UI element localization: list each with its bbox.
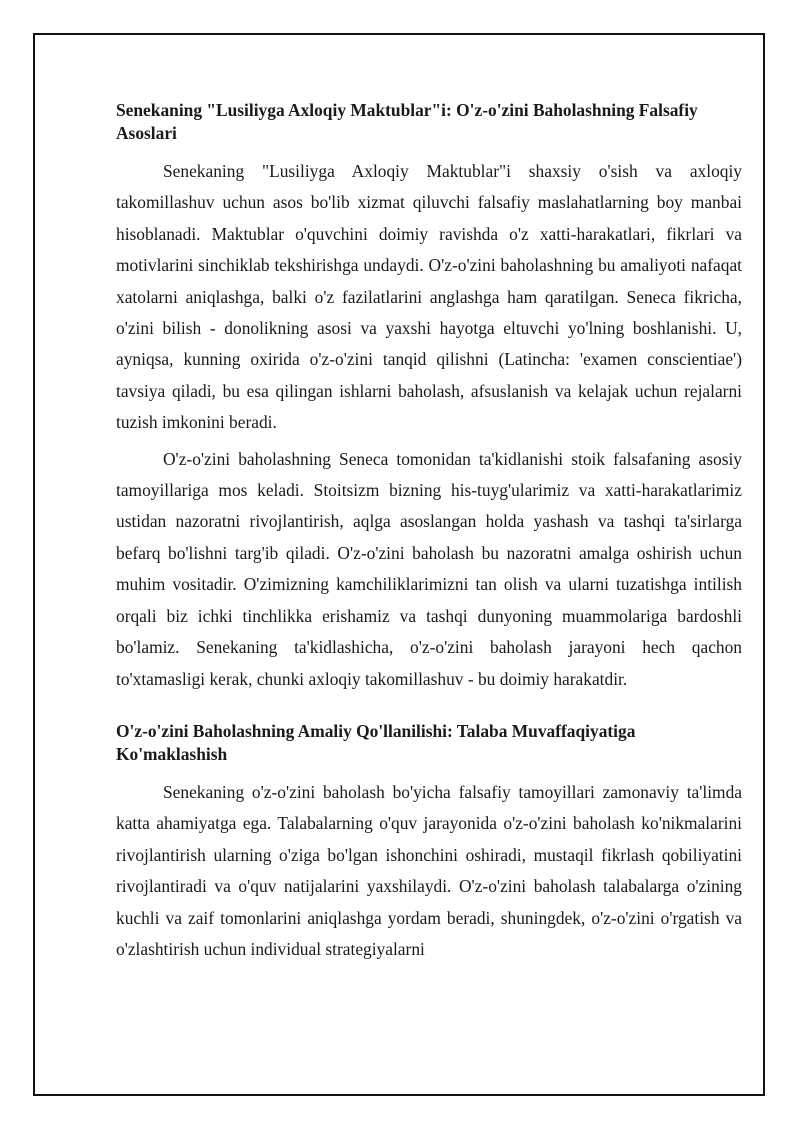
body-paragraph: O'z-o'zini baholashning Seneca tomonidan ta'kidlanishi stoik falsafaning asosiy tamoyillariga mos keladi. Stoitsizm bizning his-tuyg'ularimiz va xatti-harakatlarimiz ustidan nazoratni rivojlantirish, aqlga asoslangan holda yashash va tashqi ta'sirlarga befarq bo'lishni targ'ib qiladi. O'z-o'zini baholash bu nazoratni amalga oshirish uchun muhim vositadir. O'zimizning kamchiliklarimizni tan olish va ularni tuzatishga intilish orqali biz ichki tinchlikka erishamiz va tashqi dunyoning muammolariga bardoshli bo'lamiz. Senekaning ta'kidlashicha, o'z-o'zini baholash jarayoni hech qachon to'xtamasligi kerak, chunki axloqiy takomillashuv - bu doimiy harakatdir.	[116, 448, 742, 689]
body-paragraph: Senekaning "Lusiliyga Axloqiy Maktublar"i shaxsiy o'sish va axloqiy takomillashuv uchun asos bo'lib xizmat qiluvchi falsafiy maslahatlarning boy manbai hisoblanadi. Maktublar o'quvchini doimiy ravishda o'z xatti-harakatlari, fikrlari va motivlarini sinchiklab tekshirishga undaydi. O'z-o'zini baholashning bu amaliyoti nafaqat xatolarni aniqlashga, balki o'z fazilatlarini anglashga ham qaratilgan. Seneca fikricha, o'zini bilish - donolikning asosi va yaxshi hayotga eltuvchi yo'lning boshlanishi. U, ayniqsa, kunning oxirida o'z-o'zini tanqid qilishni (Latincha: 'examen conscientiae') tavsiya qiladi, bu esa qilingan ishlarni baholash, afsuslanish va kelajak uchun rejalarni tuzish imkonini beradi.	[116, 161, 742, 433]
section-heading-philosophical-foundations: Senekaning "Lusiliyga Axloqiy Maktublar"i: O'z-o'zini Baholashning Falsafiy Asoslari	[116, 100, 698, 143]
section-heading-practical-application: O'z-o'zini Baholashning Amaliy Qo'llanilishi: Talaba Muvaffaqiyatiga Ko'maklashish	[116, 720, 636, 764]
document-body	[116, 99, 742, 965]
body-paragraph: Senekaning o'z-o'zini baholash bo'yicha falsafiy tamoyillari zamonaviy ta'limda katta ahamiyatga ega. Talabalarning o'quv jarayonida o'z-o'zini baholash ko'nikmalarini rivojlantirish ularning o'ziga bo'lgan ishonchini oshiradi, mustaqil fikrlash qobiliyatini rivojlantiradi va o'quv natijalarini yaxshilaydi. O'z-o'zini baholash talabalarga o'zining kuchli va zaif tomonlarini aniqlashga yordam beradi, shuningdek, o'z-o'zini o'rgatish va o'zlashtirish uchun individual strategiyalarni	[116, 781, 742, 959]
